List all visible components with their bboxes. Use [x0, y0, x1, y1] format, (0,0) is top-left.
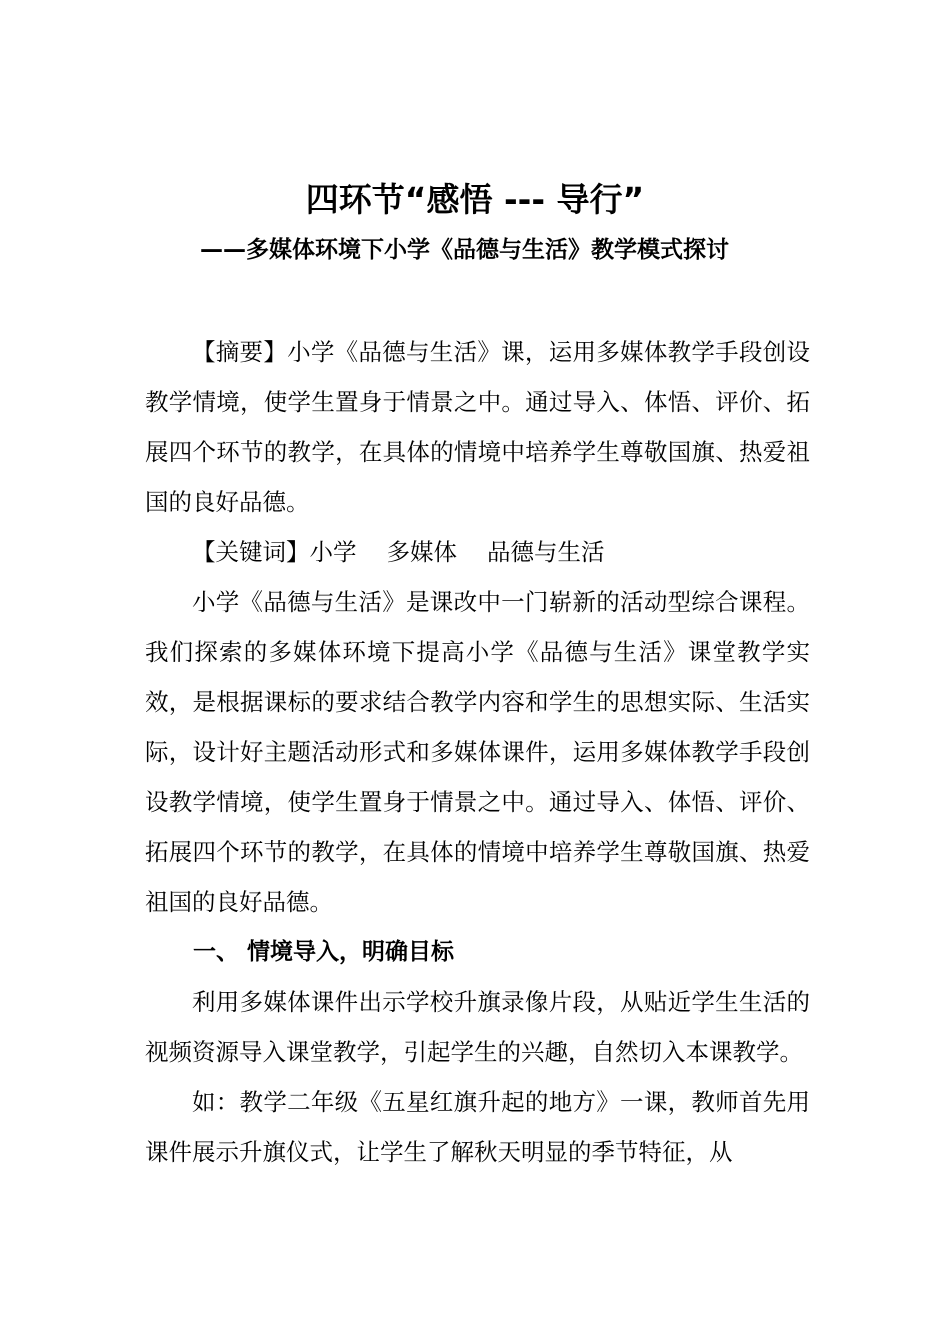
keyword: 品德与生活 [487, 538, 605, 566]
keywords-line [145, 527, 810, 577]
document-subtitle: ——多媒体环境下小学《品德与生活》教学模式探讨 [200, 237, 729, 263]
intro-paragraph: 小学《品德与生活》是课改中一门崭新的活动型综合课程。我们探索的多媒体环境下提高小学《品德与生活》课堂教学实效，是根据课标的要求结合教学内容和学生的思想实际、生活实际，设计好主题活动形式和多媒体课件，运用多媒体教学手段创设教学情境，使学生置身于情景之中。通过导入、体悟、评价、拓展四个环节的教学，在具体的情境中培养学生尊敬国旗、热爱祖国的良好品德。 [145, 588, 810, 916]
section-heading: 一、 情境导入，明确目标 [193, 939, 455, 965]
document-title: 四环节“感悟 --- 导行” [305, 180, 645, 219]
keyword: 小学 [309, 538, 357, 566]
section-paragraph: 如：教学二年级《五星红旗升起的地方》一课，教师首先用课件展示升旗仪式，让学生了解秋天明显的季节特征，从 [145, 1088, 810, 1166]
keywords-label: 【关键词】 [192, 538, 310, 566]
section-paragraph: 利用多媒体课件出示学校升旗录像片段，从贴近学生生活的视频资源导入课堂教学，引起学生的兴趣，自然切入本课教学。 [145, 988, 810, 1066]
document-body [145, 327, 810, 1177]
keyword: 多媒体 [386, 538, 457, 566]
abstract-paragraph: 【摘要】小学《品德与生活》课，运用多媒体教学手段创设教学情境，使学生置身于情景之中。通过导入、体悟、评价、拓展四个环节的教学，在具体的情境中培养学生尊敬国旗、热爱祖国的良好品德。 [145, 338, 810, 516]
